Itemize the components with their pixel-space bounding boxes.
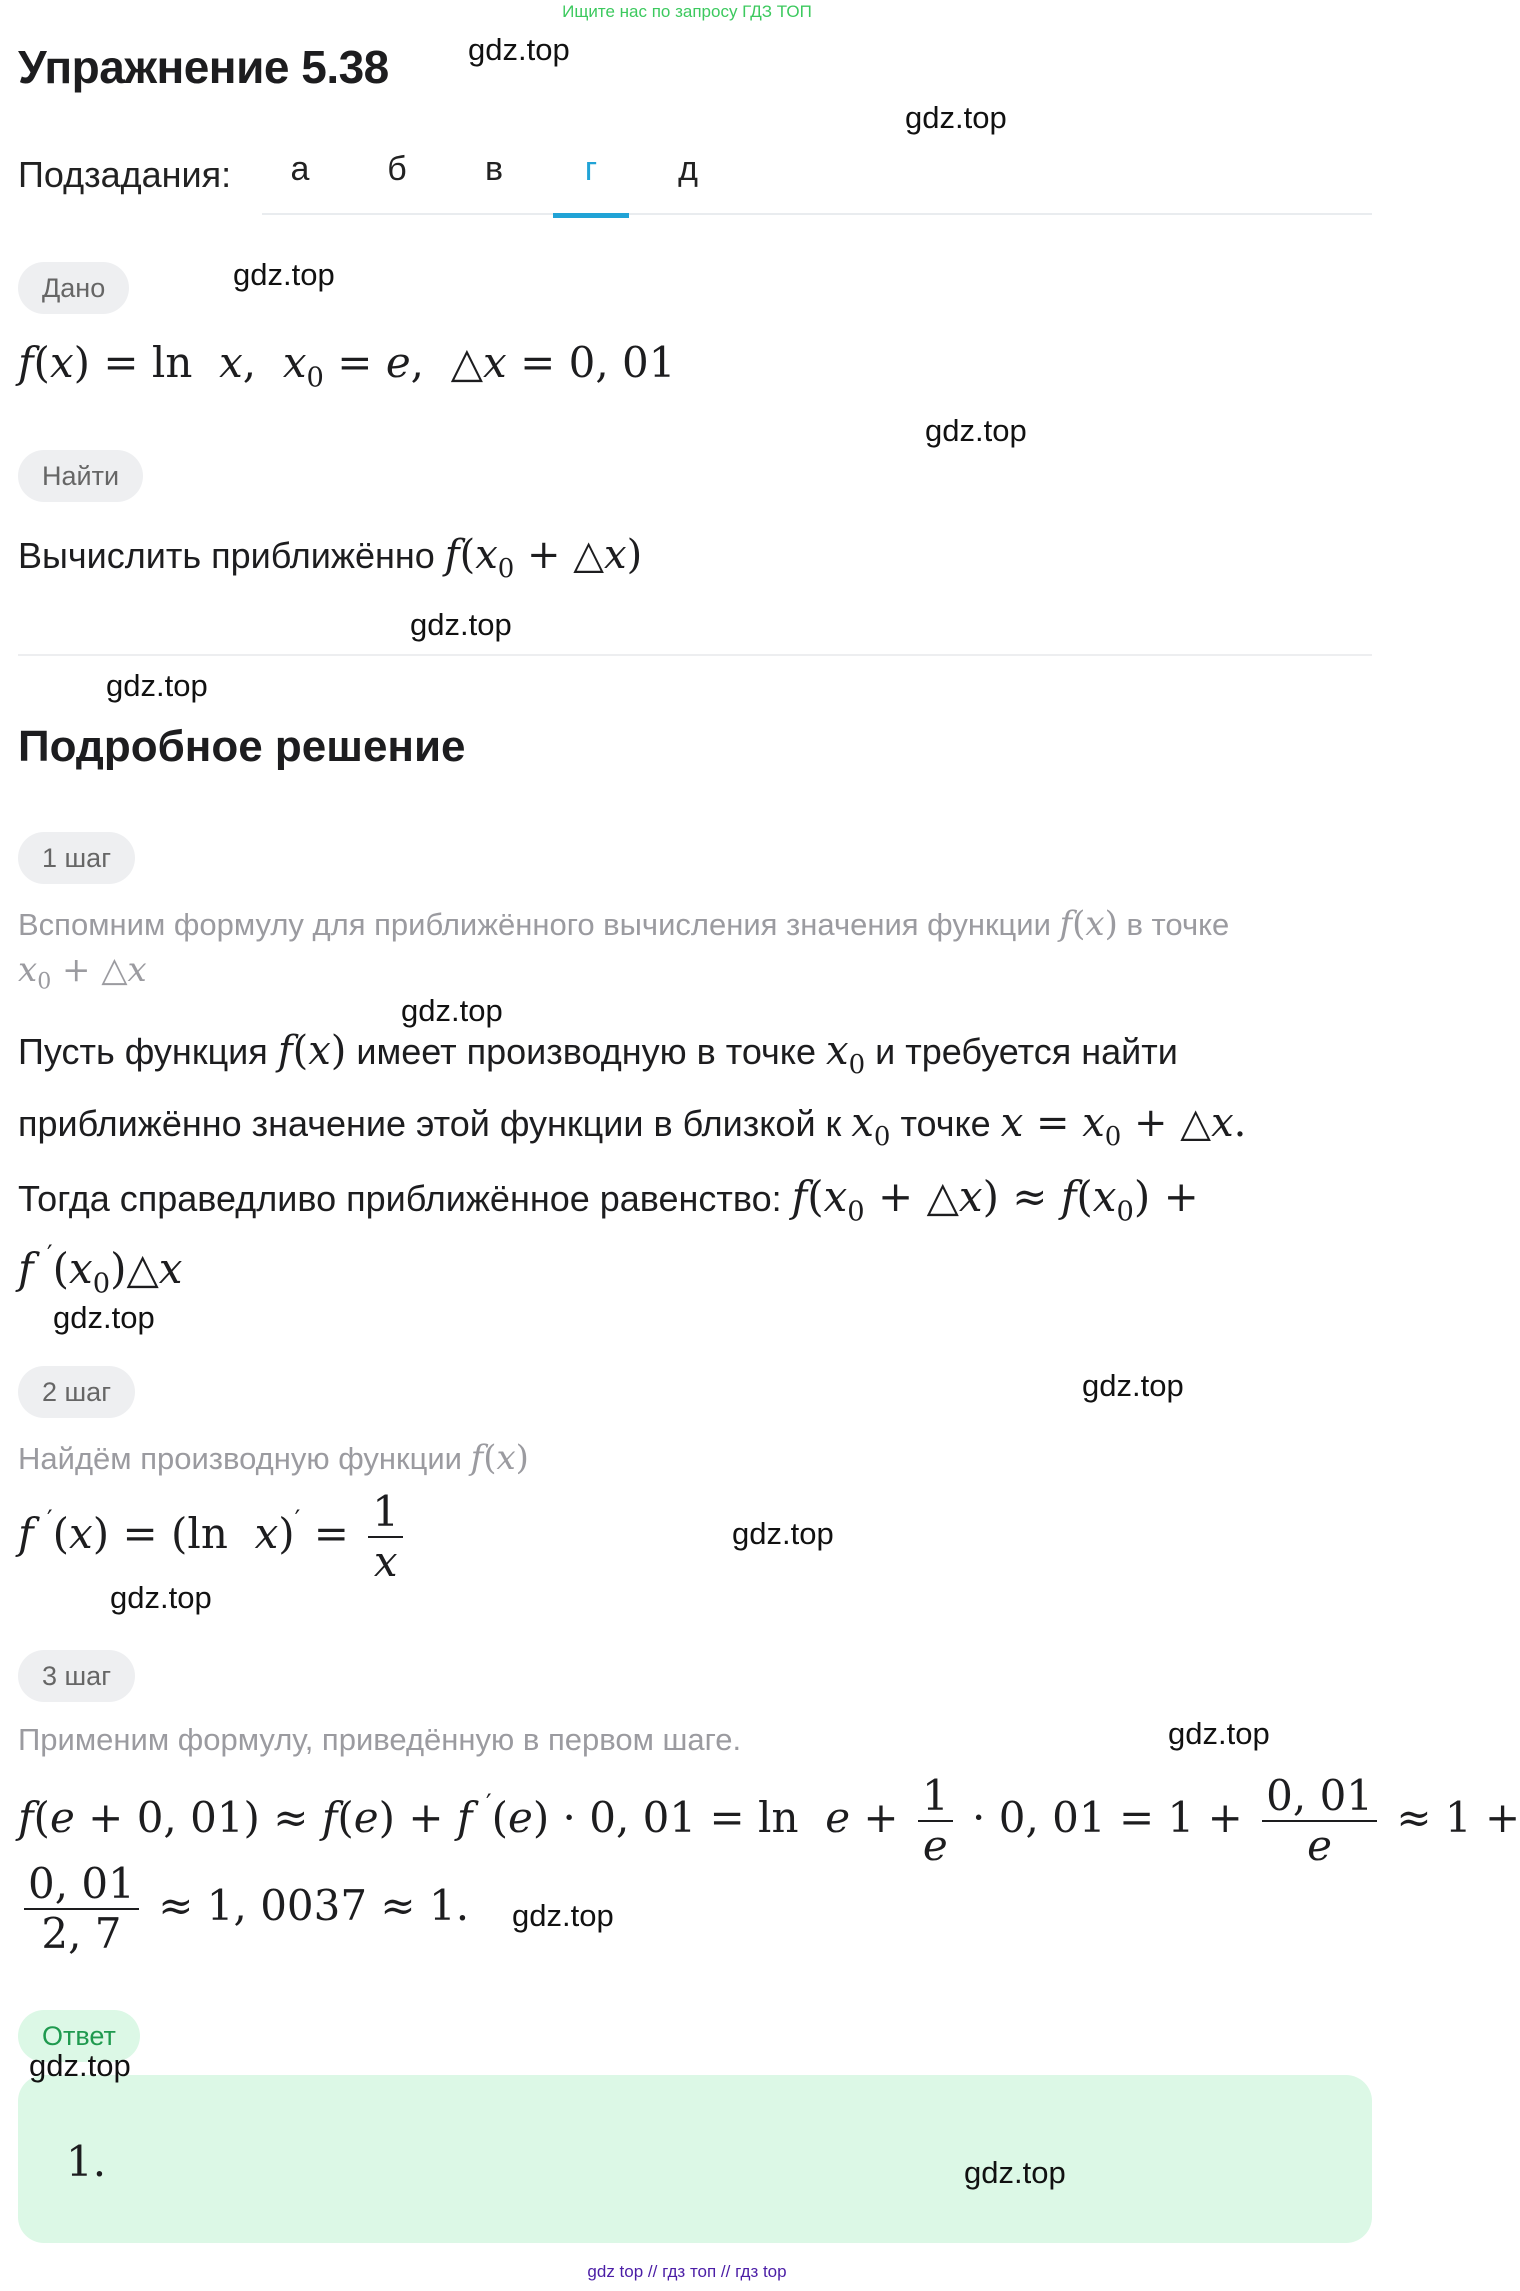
given-chip: Дано (18, 262, 129, 314)
step1-line1-x0: $x_0$ (826, 1028, 866, 1081)
step3-chip: 3 шаг (18, 1650, 135, 1702)
answer-value: 1. (66, 2137, 107, 2186)
step1-line1-a: Пусть функция (18, 1031, 268, 1072)
tab-d[interactable]: д (678, 150, 698, 188)
step1-line3-a: Тогда справедливо приближённое равенство: (18, 1178, 782, 1219)
step1-hint-fx: f(x) (1059, 904, 1118, 944)
step1-line2-a: приближённо значение этой функции в близкой к (18, 1103, 842, 1144)
step1-hint (18, 904, 1229, 944)
step1-line2-b: точке (900, 1103, 991, 1144)
step1-hint-text: Вспомним формулу для приближённого вычисления значения функции (18, 907, 1051, 942)
watermark: gdz.top (925, 413, 1027, 448)
watermark: gdz.top (110, 1580, 212, 1615)
page-title: Упражнение 5.38 (18, 41, 389, 93)
step2-chip: 2 шаг (18, 1366, 135, 1418)
step1-line1-fx: f(x) (277, 1028, 347, 1074)
watermark: gdz.top (1168, 1716, 1270, 1751)
watermark: gdz.top (106, 668, 208, 703)
watermark: gdz.top (53, 1300, 155, 1335)
subtasks-label: Подзадания: (18, 154, 232, 195)
find-label: Вычислить приближённо (18, 535, 435, 576)
step2-hint-fx: f(x) (470, 1438, 529, 1478)
step1-line4-formula: f $'(x_0)\triangle x$ (18, 1240, 183, 1300)
watermark: gdz.top (732, 1516, 834, 1551)
step2-fraction: $\frac{1}{x}$ (368, 1490, 403, 1584)
step1-line2-formula: $x = x_0$ + △x. (1000, 1100, 1247, 1153)
tab-b[interactable]: б (387, 150, 407, 188)
tab-g[interactable]: г (553, 150, 629, 218)
step1-line2 (18, 1100, 1246, 1152)
step1-line1-b: имеет производную в точке (356, 1031, 816, 1072)
section-divider (18, 654, 1372, 656)
step1-line3 (18, 1172, 1199, 1228)
step3-formula-line2: $\frac{0, 01}{2, 7}$ ≈ 1, 0037 ≈ 1. (18, 1862, 469, 1956)
watermark: gdz.top (29, 2048, 131, 2083)
answer-box (18, 2075, 1372, 2243)
step2-hint (18, 1438, 529, 1478)
step1-hint-text-b: в точке (1126, 907, 1230, 942)
given-formula: f(x) = ln x, $x_0 = e$, △x = 0, 01 (18, 338, 676, 394)
watermark: gdz.top (512, 1898, 614, 1933)
watermark: gdz.top (1082, 1368, 1184, 1403)
step1-hint-point: $x_0$ + △x (18, 950, 147, 995)
footer-note: gdz top // гдз топ // гдз top (587, 2262, 787, 2281)
tabs-divider (262, 213, 1372, 215)
find-formula: $f(x_0$ + △x) (444, 532, 643, 585)
tab-v[interactable]: в (484, 150, 504, 188)
watermark: gdz.top (401, 993, 503, 1028)
find-chip: Найти (18, 450, 143, 502)
top-note: Ищите нас по запросу ГДЗ ТОП (562, 2, 812, 21)
answer-chip: Ответ (18, 2010, 140, 2062)
step1-chip: 1 шаг (18, 832, 135, 884)
watermark: gdz.top (468, 32, 570, 67)
step1-line1-c: и требуется найти (875, 1031, 1178, 1072)
step3-hint: Применим формулу, приведённую в первом шаге. (18, 1722, 742, 1757)
step2-hint-text: Найдём производную функции (18, 1441, 462, 1476)
watermark: gdz.top (905, 100, 1007, 135)
step2-formula: f ′(x) = (ln x)′ = $\frac{1}{x}$ (18, 1490, 409, 1584)
step1-line3-formula: $f(x_0$ + △x) ≈ $f(x_0)$ + (791, 1172, 1199, 1228)
step1-line1 (18, 1028, 1178, 1080)
solution-heading: Подробное решение (18, 722, 466, 771)
find-text (18, 532, 642, 584)
watermark: gdz.top (410, 607, 512, 642)
watermark: gdz.top (964, 2155, 1066, 2190)
watermark: gdz.top (233, 257, 335, 292)
step1-line2-x0: $x_0$ (851, 1100, 891, 1153)
tab-a[interactable]: а (290, 150, 310, 188)
step3-formula-line1: f(e + 0, 01) ≈ f(e) + f ′(e) · 0, 01 = ln e + $\frac{1}{e}$ · 0, 01 = 1 + $\frac{0, 01}{e}$ ≈ 1 + (18, 1771, 1520, 1871)
